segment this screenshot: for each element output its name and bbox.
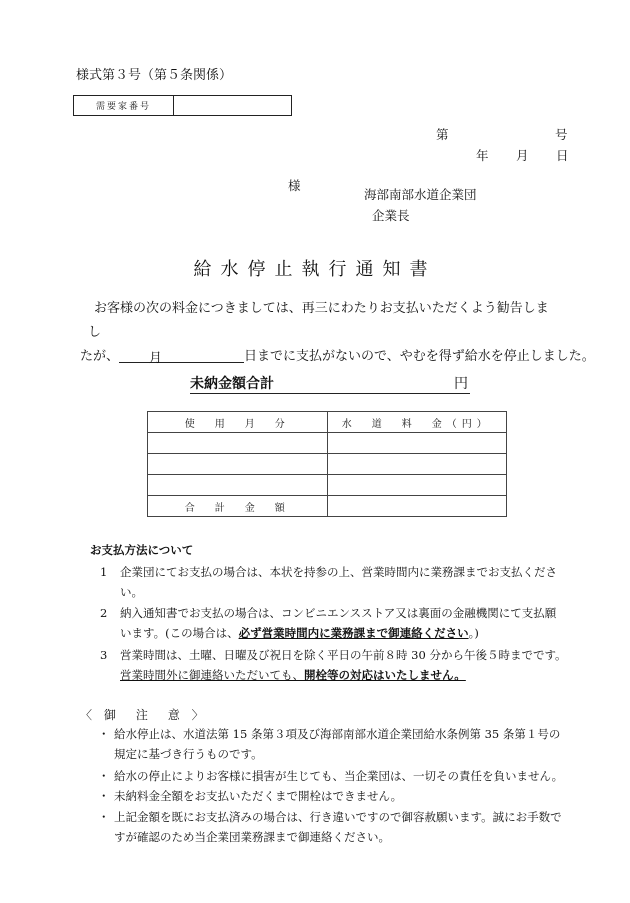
item-number: 2	[100, 606, 108, 620]
doc-number-suffix: 号	[555, 127, 568, 142]
bullet: ・	[98, 727, 110, 741]
customer-number-label: 需要家番号	[74, 96, 174, 115]
payment-heading: お支払方法について	[90, 543, 194, 557]
unpaid-total-label: 未納金額合計	[190, 376, 274, 392]
item-text-part: 。)	[468, 626, 479, 640]
item-text-emphasis: 開栓等の対応はいたしません。	[304, 668, 466, 682]
issuer-org: 海部南部水道企業団	[364, 187, 477, 202]
body-line-2-prefix: たが、	[80, 349, 120, 364]
bullet: ・	[98, 789, 110, 803]
table-row	[148, 412, 507, 433]
item-text-part: 営業時間外に御連絡いただいても、	[120, 668, 304, 682]
note-1	[98, 724, 578, 764]
item-text-cont	[120, 665, 580, 685]
deadline-blank	[119, 347, 244, 366]
body-line-1: お客様の次の料金につきましては、再三にわたりお支払いただくよう勧告しまし	[88, 301, 549, 340]
table-cell	[148, 475, 328, 496]
note-2	[98, 766, 578, 786]
customer-number-field[interactable]	[174, 96, 291, 115]
table-cell	[148, 433, 328, 454]
item-text-emphasis: 必ず営業時間内に業務課まで御連絡ください	[238, 626, 469, 640]
note-3	[98, 786, 578, 806]
date-year: 年	[476, 148, 489, 163]
customer-number-box	[73, 95, 292, 116]
table-row	[148, 433, 507, 454]
body-line-2	[80, 345, 595, 369]
item-text: 納入通知書でお支払の場合は、コンビニエンスストア又は裏面の金融機関にて支払願	[120, 606, 557, 620]
notes-heading: 〈 御 注 意 〉	[80, 708, 208, 722]
table-cell	[327, 433, 507, 454]
total-amount-cell	[327, 496, 507, 517]
unpaid-total-line	[190, 373, 470, 394]
bullet: ・	[98, 769, 110, 783]
table-cell	[327, 475, 507, 496]
body-line-2-suffix: 日までに支払がないので、やむを得ず給水を停止しました。	[244, 349, 595, 364]
note-text: 上記金額を既にお支払済みの場合は、行き違いですので御容赦願います。誠にお手数で	[114, 810, 562, 824]
doc-number-prefix: 第	[436, 127, 449, 142]
note-text: 給水停止は、水道法第 15 条第３項及び海部南部水道企業団給水条例第 35 条第１号の	[114, 727, 561, 741]
item-text-part: います。(この場合は、	[120, 626, 239, 640]
header-water-fee: 水 道 料 金（円）	[327, 412, 507, 433]
unpaid-total-unit: 円	[454, 376, 468, 392]
payment-item-1	[100, 562, 580, 602]
table-row	[148, 496, 507, 517]
note-4	[98, 807, 578, 847]
date-month: 月	[516, 148, 529, 163]
note-text-cont: すが確認のため当企業団業務課まで御連絡ください。	[114, 830, 390, 844]
date-day: 日	[556, 148, 569, 163]
note-text: 未納料金全額をお支払いただくまで開栓はできません。	[114, 789, 403, 803]
issuer-title: 企業長	[372, 208, 410, 223]
item-text: 企業団にてお支払の場合は、本状を持参の上、営業時間内に業務課までお支払くださ	[120, 565, 557, 579]
bullet: ・	[98, 810, 110, 824]
document-title: 給水停止執行通知書	[193, 259, 437, 280]
note-text-cont: 規定に基づき行うものです。	[114, 747, 263, 761]
item-number: 1	[100, 565, 108, 579]
table-row	[148, 475, 507, 496]
item-text: 営業時間は、土曜、日曜及び祝日を除く平日の午前８時 30 分から午後５時までです。	[120, 648, 567, 662]
payment-item-2	[100, 603, 580, 643]
fee-table	[147, 411, 507, 517]
notice-body	[80, 297, 595, 369]
note-text: 給水の停止によりお客様に損害が生じても、当企業団は、一切その責任を負いません。	[114, 769, 564, 783]
header-usage-month: 使 用 月 分	[148, 412, 328, 433]
table-row	[148, 454, 507, 475]
deadline-month: 月	[149, 351, 163, 366]
table-cell	[148, 454, 328, 475]
item-text-cont: い。	[120, 585, 143, 599]
table-cell	[327, 454, 507, 475]
payment-item-3	[100, 645, 580, 685]
total-amount-label: 合 計 金 額	[148, 496, 328, 517]
item-number: 3	[100, 648, 108, 662]
item-text-cont	[120, 623, 580, 643]
addressee-suffix: 様	[288, 178, 301, 193]
form-number: 様式第３号（第５条関係）	[76, 68, 233, 83]
